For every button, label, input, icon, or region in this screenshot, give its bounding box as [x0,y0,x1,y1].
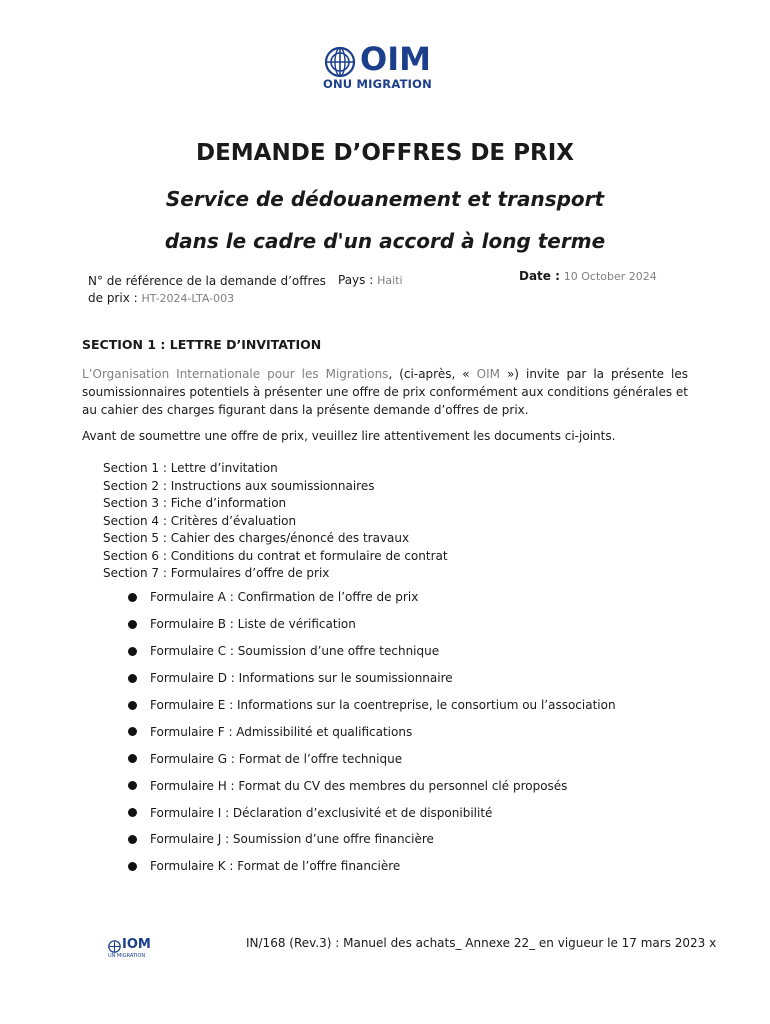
document-title: DEMANDE D’OFFRES DE PRIX [195,140,575,166]
form-label: Formulaire F : Admissibilité et qualifications [150,724,413,739]
document-subtitle-line2: dans le cadre d'un accord à long terme [164,229,606,253]
footer-logo [108,939,158,961]
logo-tagline: ONU MIGRATION [323,77,432,91]
list-item: Section 3 : Fiche d’information [103,496,287,510]
list-item [128,718,616,745]
footer-reference: IN/168 (Rev.3) : Manuel des achats_ Annexe 22_ en vigueur le 17 mars 2023 x [246,936,717,950]
bullet-icon [128,647,137,656]
bullet-icon [128,593,137,602]
bullet-icon [128,808,137,817]
country-label: Pays : [338,273,374,287]
country-value: Haiti [377,274,403,287]
bullet-icon [128,620,137,629]
form-label: Formulaire A : Confirmation de l’offre de prix [150,590,419,605]
list-item [128,692,616,719]
list-item: Section 6 : Conditions du contrat et formulaire de contrat [103,548,448,563]
sections-list [103,460,448,583]
bullet-icon [128,754,137,763]
list-item [128,638,616,665]
footer-logo-name: IOM [122,937,151,952]
bullet-icon [128,727,137,736]
bullet-icon [128,781,137,790]
form-label: Formulaire B : Liste de vérification [150,617,356,632]
form-label: Formulaire I : Déclaration d’exclusivité et de disponibilité [150,805,493,820]
bullet-icon [128,701,137,710]
list-item: Section 5 : Cahier des charges/énoncé des travaux [103,531,410,545]
reference-label-line1: N° de référence de la demande d’offres [88,274,326,288]
list-item: Section 2 : Instructions aux soumissionnaires [103,478,375,493]
list-item: Section 7 : Formulaires d’offre de prix [103,566,330,580]
reference-number [88,273,328,307]
oim-logo [322,40,442,91]
country [338,273,403,287]
date-label: Date : [519,269,560,283]
invitation-text-part1: , (ci-après, « [388,367,477,381]
document-subtitle-line1: Service de dédouanement et transport [165,187,605,211]
list-item [128,826,616,853]
invitation-text-part2: ») invite par la présente les soumissionnaires potentiels à présenter une offre de prix conformément aux conditions générales et au cahier des charges figurant dans la présente demande d’offres de prix. [82,367,688,417]
list-item: Section 4 : Critères d’évaluation [103,513,297,528]
date-value: 10 October 2024 [563,270,657,283]
organisation-name: L’Organisation Internationale pour les Migrations [82,367,389,381]
organisation-abbr: OIM [476,367,500,381]
list-item [128,799,616,826]
form-label: Formulaire H : Format du CV des membres du personnel clé proposés [150,778,568,793]
list-item [128,584,616,611]
footer-logo-tagline: UN MIGRATION [108,953,146,959]
form-label: Formulaire K : Format de l’offre financière [150,859,401,874]
logo-name: OIM [360,40,431,78]
instructions-paragraph: Avant de soumettre une offre de prix, veuillez lire attentivement les documents ci-joints. [82,429,616,443]
bullet-icon [128,862,137,871]
un-globe-icon [324,46,356,78]
bullet-icon [128,835,137,844]
list-item [128,853,616,880]
list-item [128,611,616,638]
list-item [128,665,616,692]
un-globe-icon [108,940,121,953]
invitation-paragraph [82,365,688,419]
section1-heading: SECTION 1 : LETTRE D’INVITATION [82,337,322,352]
form-label: Formulaire D : Informations sur le soumissionnaire [150,671,453,686]
reference-label-line2: de prix : [88,291,138,305]
bullet-icon [128,674,137,683]
reference-value: HT-2024-LTA-003 [141,292,235,305]
forms-list [128,584,616,880]
form-label: Formulaire G : Format de l’offre technique [150,751,403,766]
date [519,269,657,283]
form-label: Formulaire J : Soumission d’une offre financière [150,832,434,847]
form-label: Formulaire E : Informations sur la coentreprise, le consortium ou l’association [150,698,616,712]
form-label: Formulaire C : Soumission d’une offre technique [150,644,440,659]
list-item: Section 1 : Lettre d’invitation [103,461,278,475]
list-item [128,745,616,772]
list-item [128,772,616,799]
